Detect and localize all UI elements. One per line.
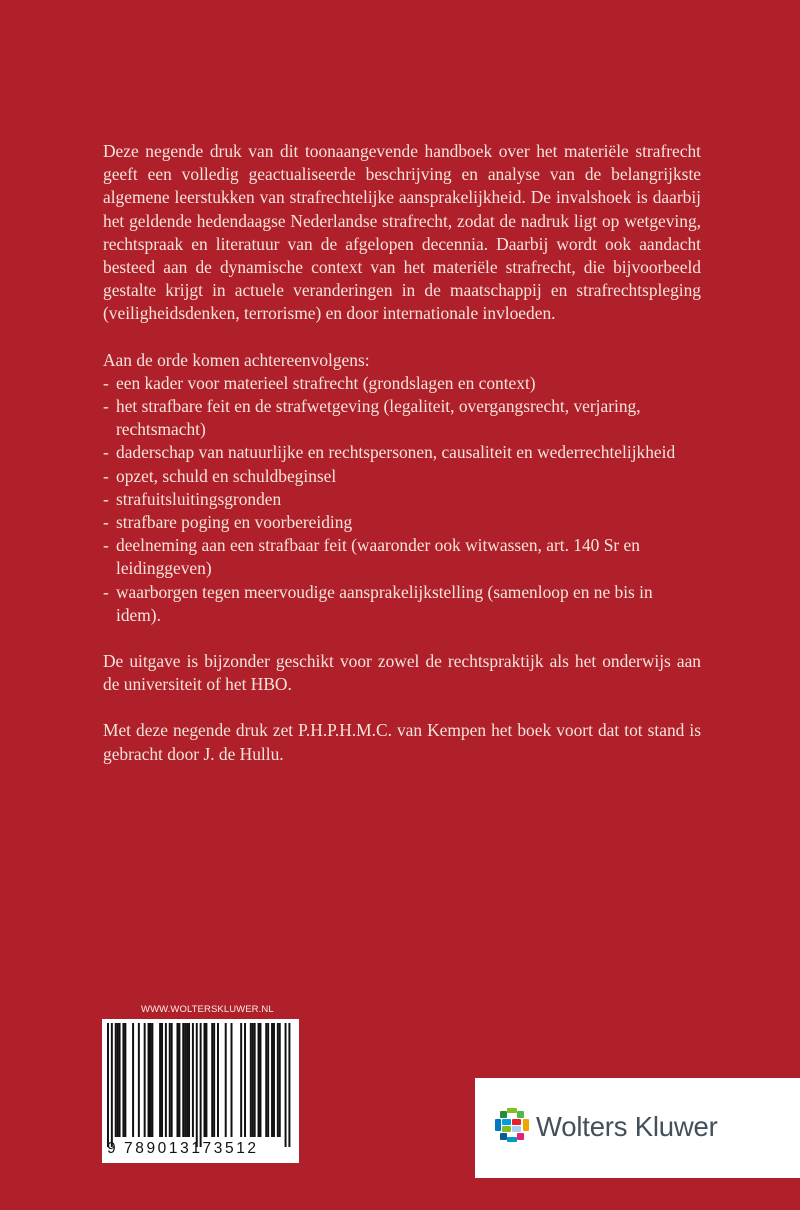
barcode-bar [240, 1023, 242, 1137]
barcode-bar [254, 1023, 256, 1137]
list-item: - deelneming aan een strafbaar feit (waaronder ook witwassen, art. 140 Sr en leidinggeven) [103, 534, 701, 580]
back-cover-blurb [103, 140, 701, 766]
barcode-bar [265, 1023, 267, 1137]
barcode-bar [161, 1023, 163, 1137]
barcode-bar [151, 1023, 153, 1137]
wolters-kluwer-mosaic-icon [495, 1108, 529, 1142]
barcode-bar [182, 1023, 184, 1137]
isbn-first-digit: 9 [107, 1140, 119, 1157]
barcode-bar [111, 1023, 113, 1147]
barcode-bar [132, 1023, 134, 1137]
list-item: - het strafbare feit en de strafwetgeving (legaliteit, overgangsrecht, verjaring, rechtsmacht) [103, 395, 701, 441]
list-item: - strafbare poging en voorbereiding [103, 511, 701, 534]
barcode-bar [273, 1023, 275, 1137]
barcode-bar [205, 1023, 207, 1137]
intro-paragraph: Deze negende druk van dit toonaangevende handboek over het materiële strafrecht geeft een volledig geactualiseerde beschrijving en analyse van de belangrijkste algemene leerstukken van strafrechtelijke aansprakelijkheid. De invalshoek is daarbij het geldende hedendaagse Nederlandse strafrecht, zodat de nadruk ligt op wetgeving, rechtspraak en literatuur van de afgelopen decennia. Daarbij wordt ook aandacht besteed aan de dynamische context van het materiële strafrecht, die bijvoorbeeld gestalte krijgt in actuele veranderingen in de maatschappij en strafrechtspleging (veiligheidsdenken, terrorisme) en door internationale invloeden. [103, 141, 701, 324]
barcode-bar [186, 1023, 188, 1137]
website-url: WWW.WOLTERSKLUWER.NL [141, 1004, 274, 1015]
barcode-bar [258, 1023, 260, 1137]
barcode-bar [192, 1023, 194, 1137]
barcode-bar [200, 1023, 202, 1147]
barcode-bar [171, 1023, 173, 1137]
barcode-bar [271, 1023, 273, 1137]
isbn-digits: 789013173512 [124, 1140, 259, 1157]
barcode-bar [252, 1023, 254, 1137]
barcode-bar [225, 1023, 227, 1137]
barcode-bar [149, 1023, 151, 1137]
barcode-bar [277, 1023, 279, 1137]
barcode-bar [124, 1023, 126, 1137]
barcode-bar [285, 1023, 287, 1147]
publisher-name: Wolters Kluwer [536, 1111, 718, 1142]
barcode-bar [144, 1023, 146, 1137]
topics-heading: Aan de orde komen achtereenvolgens: [103, 349, 370, 370]
barcode-bar [231, 1023, 233, 1137]
barcode-bar [184, 1023, 186, 1137]
barcode-bar [250, 1023, 252, 1137]
barcode-bar [119, 1023, 121, 1137]
barcode-bar [259, 1023, 261, 1137]
barcode-bar [176, 1023, 178, 1137]
barcode-bar [288, 1023, 290, 1147]
barcode-bar [115, 1023, 117, 1137]
barcode-bar [279, 1023, 281, 1137]
barcode-bar [213, 1023, 215, 1137]
barcode-bar [148, 1023, 150, 1137]
authors-paragraph: Met deze negende druk zet P.H.P.H.M.C. van Kempen het boek voort dat tot stand is gebracht door J. de Hullu. [103, 720, 701, 764]
barcode-bar [217, 1023, 219, 1137]
list-item: - strafuitsluitingsgronden [103, 488, 701, 511]
barcode-bar [138, 1023, 140, 1137]
barcode-bar [169, 1023, 171, 1137]
publisher-logo [475, 1078, 800, 1178]
barcode-bar [122, 1023, 124, 1137]
barcode-bar [178, 1023, 180, 1137]
topics-list [103, 372, 701, 627]
barcode-bar [117, 1023, 119, 1137]
barcode-bar [244, 1023, 246, 1137]
list-item: - opzet, schuld en schuldbeginsel [103, 465, 701, 488]
barcode-bar [107, 1023, 109, 1147]
isbn-barcode [102, 1019, 299, 1163]
barcode-bar [196, 1023, 198, 1147]
list-item: - waarborgen tegen meervoudige aansprakelijkstelling (samenloop en ne bis in idem). [103, 581, 701, 627]
barcode-bar [188, 1023, 190, 1137]
barcode-bar [211, 1023, 213, 1137]
barcode-bar [204, 1023, 206, 1137]
barcode-bar [165, 1023, 167, 1137]
list-item: - een kader voor materieel strafrecht (grondslagen en context) [103, 372, 701, 395]
barcode-bar [159, 1023, 161, 1137]
barcode-bar [267, 1023, 269, 1137]
suitability-paragraph: De uitgave is bijzonder geschikt voor zowel de rechtspraktijk als het onderwijs aan de universiteit of het HBO. [103, 651, 701, 695]
list-item: - daderschap van natuurlijke en rechtspersonen, causaliteit en wederrechtelijkheid [103, 441, 701, 464]
